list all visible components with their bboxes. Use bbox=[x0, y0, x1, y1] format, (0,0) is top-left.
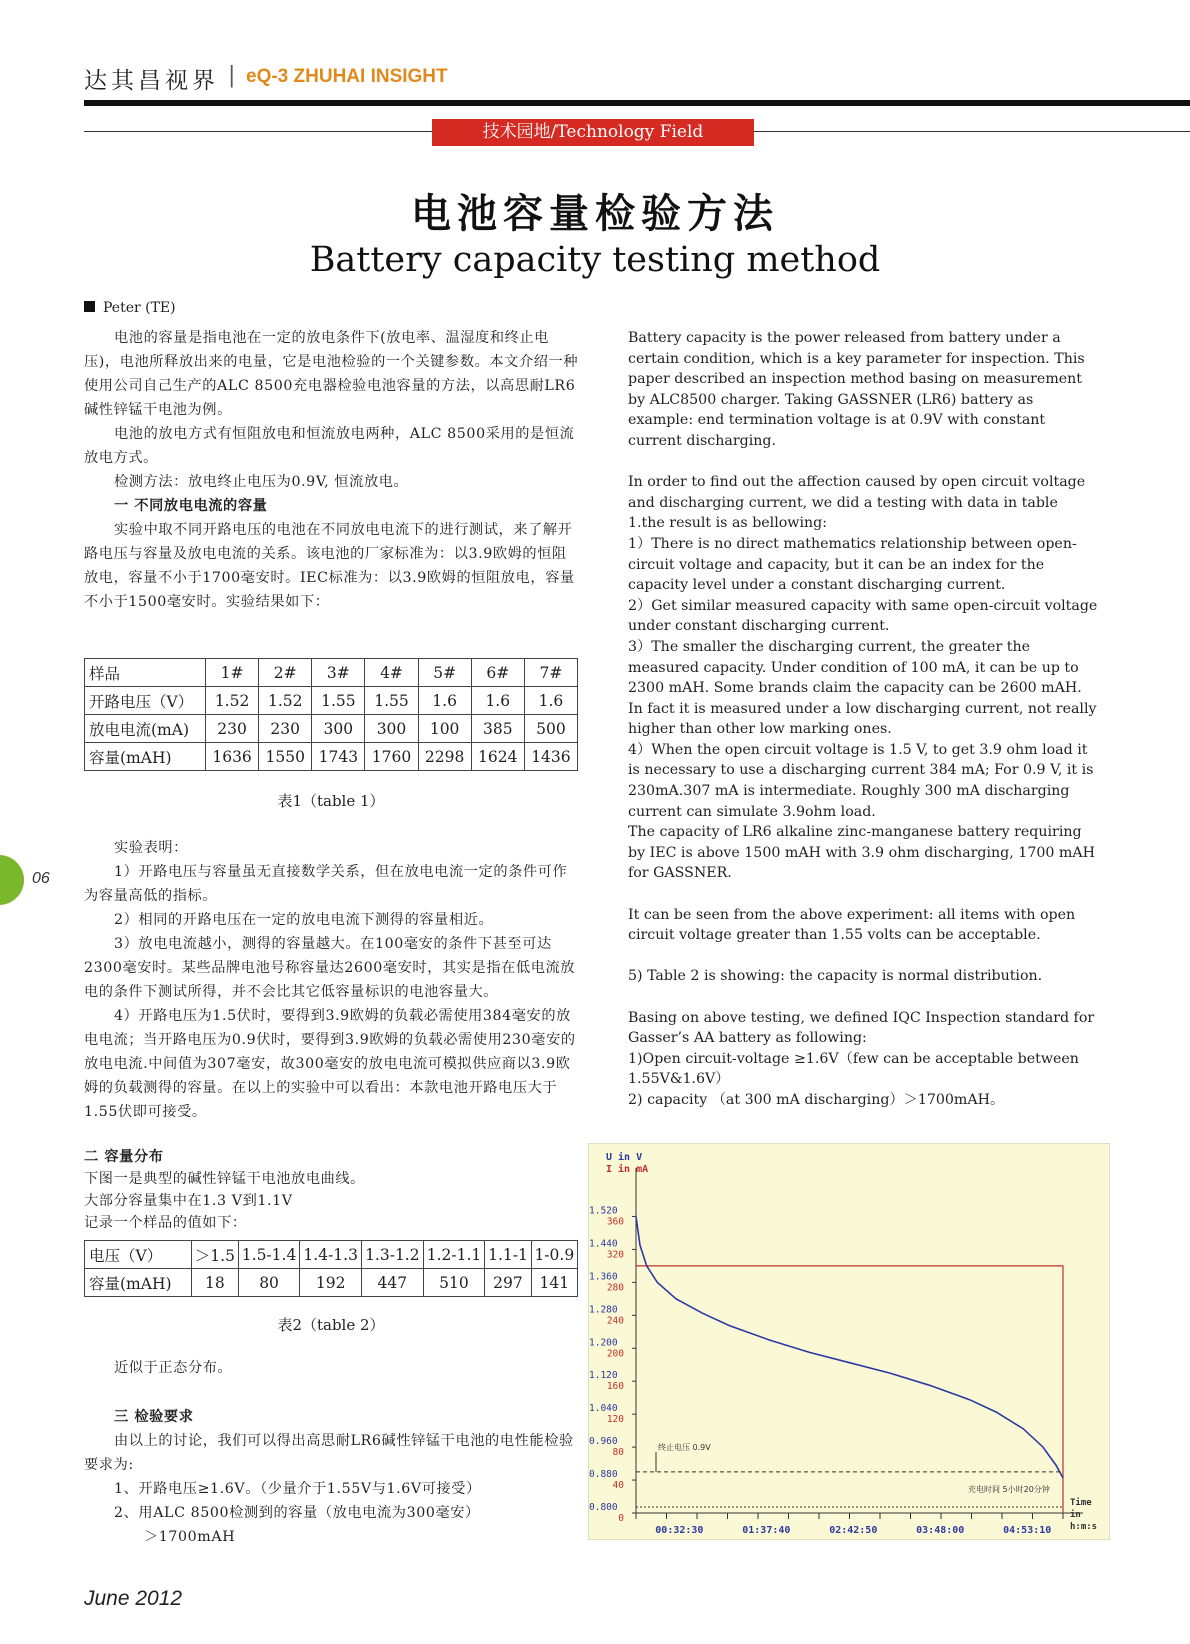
en-paragraph: Battery capacity is the power released from battery under a certain condition, which is a key parameter for inspection. This paper described an inspection method basing on measurement by ALC8500 charger. Taking GASSNER (LR6) battery as example: end termination voltage is at 0.9V with constant current discharging. bbox=[628, 330, 1085, 449]
paragraph-gap bbox=[628, 452, 1098, 473]
en-paragraph: 4）When the open circuit voltage is 1.5 V, to get 3.9 ohm load it is necessary to use a discharging current 384 mA; For 0.9 V, it is 230mA.307 mA is intermediate. Roughly 300 mA discharging current can simulate 3.9ohm load. bbox=[628, 741, 1094, 820]
issue-date: June 2012 bbox=[84, 1587, 183, 1610]
table-cell: 141 bbox=[531, 1269, 577, 1297]
y-tick-voltage: 1.360 bbox=[589, 1271, 618, 1283]
table-cell: 1.5-1.4 bbox=[238, 1241, 300, 1269]
header-separator: | bbox=[228, 63, 236, 88]
x-tick-label: 02:42:50 bbox=[829, 1525, 878, 1536]
cn-sec3-heading: 三 检验要求 bbox=[114, 1409, 194, 1425]
table-cell: 2# bbox=[259, 659, 312, 687]
table-cell: 3# bbox=[312, 659, 365, 687]
table-cell: ＞1.5 bbox=[192, 1241, 239, 1269]
y-tick-current: 280 bbox=[606, 1282, 624, 1294]
y-tick-current: 160 bbox=[606, 1381, 624, 1393]
table-cell: 1.6 bbox=[524, 687, 577, 715]
page-number: 06 bbox=[32, 870, 50, 887]
x-tick-label: 04:53:10 bbox=[1003, 1525, 1052, 1536]
cn-results-p2: 2）相同的开路电压在一定的放电电流下测得的容量相近。 bbox=[114, 912, 494, 928]
y-tick-voltage: 1.120 bbox=[589, 1370, 618, 1382]
x-tick-label: 00:32:30 bbox=[655, 1525, 704, 1536]
en-paragraph: 1）There is no direct mathematics relationship between open-circuit voltage and capacity, but it can be an index for the capacity level under a constant discharging current. bbox=[628, 535, 1077, 594]
bullet-square-icon bbox=[84, 301, 95, 312]
table-cell: 1.55 bbox=[312, 687, 365, 715]
x-tick-label: 03:48:00 bbox=[916, 1525, 965, 1536]
table-cell: 容量(mAH) bbox=[85, 743, 206, 771]
article-title-cn: 电池容量检验方法 bbox=[411, 190, 779, 237]
table-cell: 230 bbox=[206, 715, 259, 743]
y-tick-voltage: 1.440 bbox=[589, 1238, 618, 1250]
en-paragraph: 5) Table 2 is showing: the capacity is normal distribution. bbox=[628, 968, 1043, 985]
table-cell: 1624 bbox=[471, 743, 524, 771]
en-paragraph: The capacity of LR6 alkaline zinc-manganese battery requiring by IEC is above 1500 mAH with 3.9 ohm discharging, 1700 mAH for GASSNER. bbox=[628, 824, 1095, 882]
cn-sec2-line3: 记录一个样品的值如下： bbox=[84, 1215, 247, 1231]
cutoff-annotation: 终止电压 0.9V bbox=[658, 1442, 711, 1452]
cn-sec1-heading: 一 不同放电电流的容量 bbox=[114, 498, 268, 514]
en-paragraph: 2) capacity （at 300 mA discharging）＞1700mAH。 bbox=[628, 1091, 1005, 1108]
cn-intro-p1: 电池的容量是指电池在一定的放电条件下(放电率、温湿度和终止电压)，电池所释放出来的电量，它是电池检验的一个关键参数。本文介绍一种使用公司自己生产的ALC 8500充电器检验电池容量的方法，以高思耐LR6碱性锌锰干电池为例。 bbox=[84, 330, 579, 418]
cn-sec2-line2: 大部分容量集中在1.3 V到1.1V bbox=[84, 1193, 293, 1209]
discharge-curve-chart bbox=[588, 1143, 1110, 1540]
x-axis-label-3: h:m:s bbox=[1070, 1522, 1098, 1532]
table-cell: 1760 bbox=[365, 743, 418, 771]
table-row bbox=[85, 743, 578, 771]
paragraph-gap bbox=[628, 987, 1098, 1008]
en-paragraph: 1)Open circuit-voltage ≥1.6V（few can be acceptable between 1.55V&1.6V） bbox=[628, 1050, 1079, 1088]
y-tick-voltage: 1.040 bbox=[589, 1403, 618, 1415]
table-cell: 1.52 bbox=[259, 687, 312, 715]
cn-sec3-item1: 1、开路电压≥1.6V。（少量介于1.55V与1.6V可接受） bbox=[114, 1481, 481, 1497]
table-cell: 1.2-1.1 bbox=[423, 1241, 485, 1269]
table-cell: 1.6 bbox=[418, 687, 471, 715]
y-tick-current: 40 bbox=[612, 1480, 624, 1492]
table-cell: 5# bbox=[418, 659, 471, 687]
y-axis-label-voltage: U in V bbox=[606, 1152, 643, 1163]
y-tick-voltage: 1.520 bbox=[589, 1205, 618, 1217]
cn-sec2 bbox=[84, 1146, 579, 1234]
section-band: 技术园地/Technology Field bbox=[432, 119, 754, 146]
y-tick-current: 240 bbox=[606, 1315, 624, 1327]
en-paragraph: Basing on above testing, we defined IQC Inspection standard for Gasser’s AA battery as following: bbox=[628, 1009, 1095, 1047]
table-cell: 80 bbox=[238, 1269, 300, 1297]
x-axis-label: Time bbox=[1070, 1498, 1092, 1508]
table-cell: 192 bbox=[300, 1269, 362, 1297]
article-title-en: Battery capacity testing method bbox=[309, 240, 881, 280]
table-cell: 230 bbox=[259, 715, 312, 743]
header-rule bbox=[84, 100, 1190, 106]
cn-sec2-line1: 下图一是典型的碱性锌锰干电池放电曲线。 bbox=[84, 1171, 365, 1187]
x-axis-label-2: in bbox=[1070, 1510, 1081, 1520]
cn-intro bbox=[84, 326, 579, 614]
en-paragraph: 2）Get similar measured capacity with same open-circuit voltage under constant discharging current. bbox=[628, 597, 1098, 635]
table-2 bbox=[84, 1240, 578, 1297]
y-tick-voltage: 1.200 bbox=[589, 1337, 618, 1349]
table-cell: 1-0.9 bbox=[531, 1241, 577, 1269]
chart-background bbox=[588, 1143, 1110, 1540]
time-annotation: 充电时间 5小时20分钟 bbox=[968, 1484, 1050, 1494]
table-cell: 2298 bbox=[418, 743, 471, 771]
table-cell: 1743 bbox=[312, 743, 365, 771]
table-cell: 447 bbox=[362, 1269, 424, 1297]
table-row bbox=[85, 715, 578, 743]
table-cell: 电压（V） bbox=[85, 1241, 192, 1269]
cn-results-p0: 实验表明： bbox=[114, 840, 188, 856]
cn-sec3 bbox=[84, 1405, 579, 1549]
table-cell: 297 bbox=[485, 1269, 531, 1297]
en-column bbox=[628, 328, 1098, 1111]
table-row bbox=[85, 1269, 578, 1297]
cn-intro-p2: 电池的放电方式有恒阻放电和恒流放电两种，ALC 8500采用的是恒流放电方式。 bbox=[84, 426, 575, 466]
table-cell: 1436 bbox=[524, 743, 577, 771]
cn-intro-p3: 检测方法：放电终止电压为0.9V, 恒流放电。 bbox=[114, 474, 409, 490]
table-1-caption: 表1（table 1） bbox=[277, 792, 385, 810]
table-cell: 4# bbox=[365, 659, 418, 687]
table-cell: 样品 bbox=[85, 659, 206, 687]
author-line bbox=[84, 300, 176, 316]
table-cell: 1550 bbox=[259, 743, 312, 771]
table-cell: 6# bbox=[471, 659, 524, 687]
table-cell: 1.55 bbox=[365, 687, 418, 715]
cn-results-p4: 4）开路电压为1.5伏时，要得到3.9欧姆的负载必需使用384毫安的放电电流；当开路电压为0.9伏时，要得到3.9欧姆的负载必需使用230毫安的放电电流.中间值为307毫安，故300毫安的放电电流可模拟供应商以3.9欧姆的负载测得的容量。在以上的实验中可以看出：本款电池开路电压大于1.55伏即可接受。 bbox=[84, 1008, 576, 1120]
y-axis-label-current: I in mA bbox=[606, 1164, 649, 1175]
y-tick-voltage: 0.800 bbox=[589, 1502, 618, 1513]
cn-normal: 近似于正态分布。 bbox=[114, 1360, 233, 1376]
table-cell: 开路电压（V） bbox=[85, 687, 206, 715]
table-cell: 1.1-1 bbox=[485, 1241, 531, 1269]
table-cell: 385 bbox=[471, 715, 524, 743]
y-tick-current: 320 bbox=[606, 1249, 624, 1261]
y-tick-current: 80 bbox=[612, 1447, 624, 1459]
table-cell: 1# bbox=[206, 659, 259, 687]
cn-results-p1: 1）开路电压与容量虽无直接数学关系，但在放电电流一定的条件可作为容量高低的指标。 bbox=[84, 864, 568, 904]
table-1 bbox=[84, 658, 578, 771]
table-cell: 300 bbox=[365, 715, 418, 743]
y-tick-current: 200 bbox=[606, 1348, 624, 1360]
en-paragraph: It can be seen from the above experiment: all items with open circuit voltage greater than 1.55 volts can be acceptable. bbox=[628, 906, 1076, 944]
table-cell: 1.6 bbox=[471, 687, 524, 715]
cn-results bbox=[84, 836, 579, 1124]
y-tick-current: 120 bbox=[606, 1414, 624, 1426]
en-paragraph: 3）The smaller the discharging current, the greater the measured capacity. Under condition of 100 mA, it can be up to 2300 mAH. Some brands claim the capacity can be 2600 mAH. In fact it is measured under a low discharging current, not really higher than other low marking ones. bbox=[628, 638, 1097, 738]
cn-sec1-text: 实验中取不同开路电压的电池在不同放电电流下的进行测试，来了解开路电压与容量及放电电流的关系。该电池的厂家标准为：以3.9欧姆的恒阻放电，容量不小于1700毫安时。IEC标准为：以3.9欧姆的恒阻放电，容量不小于1500毫安时。实验结果如下： bbox=[84, 522, 575, 610]
table-row bbox=[85, 659, 578, 687]
table-row bbox=[85, 1241, 578, 1269]
table-cell: 1636 bbox=[206, 743, 259, 771]
table-cell: 500 bbox=[524, 715, 577, 743]
table-cell: 放电电流(mA) bbox=[85, 715, 206, 743]
en-paragraph: In order to find out the affection caused by open circuit voltage and discharging current, we did a testing with data in table 1.the result is as bellowing: bbox=[628, 474, 1086, 532]
table-cell: 7# bbox=[524, 659, 577, 687]
table-cell: 300 bbox=[312, 715, 365, 743]
cn-sec3-p1: 由以上的讨论，我们可以得出高思耐LR6碱性锌锰干电池的电性能检验要求为: bbox=[84, 1433, 574, 1473]
magazine-title-cn: 达其昌视界 bbox=[84, 68, 219, 94]
table-cell: 510 bbox=[423, 1269, 485, 1297]
y-tick-voltage: 0.960 bbox=[589, 1436, 618, 1448]
table-cell: 1.3-1.2 bbox=[362, 1241, 424, 1269]
y-tick-voltage: 0.880 bbox=[589, 1469, 618, 1481]
magazine-title-en: eQ-3 ZHUHAI INSIGHT bbox=[246, 66, 448, 87]
cn-sec2-heading: 二 容量分布 bbox=[84, 1149, 164, 1165]
cn-results-p3: 3）放电电流越小，测得的容量越大。在100毫安的条件下甚至可达2300毫安时。某些品牌电池号称容量达2600毫安时，其实是指在低电流放电的条件下测试所得，并不会比其它低容量标识的电池容量大。 bbox=[84, 936, 576, 1000]
table-2-caption: 表2（table 2） bbox=[277, 1316, 385, 1334]
table-cell: 容量(mAH) bbox=[85, 1269, 192, 1297]
table-row bbox=[85, 687, 578, 715]
y-tick-voltage: 1.280 bbox=[589, 1304, 618, 1316]
table-cell: 1.52 bbox=[206, 687, 259, 715]
table-cell: 18 bbox=[192, 1269, 239, 1297]
table-cell: 1.4-1.3 bbox=[300, 1241, 362, 1269]
y-tick-current: 360 bbox=[606, 1216, 624, 1228]
paragraph-gap bbox=[628, 884, 1098, 905]
x-tick-label: 01:37:40 bbox=[742, 1525, 791, 1536]
author-name: Peter (TE) bbox=[103, 300, 176, 316]
paragraph-gap bbox=[628, 946, 1098, 967]
table-cell: 100 bbox=[418, 715, 471, 743]
y-tick-current: 0 bbox=[618, 1513, 624, 1524]
cn-sec3-item2b: ＞1700mAH bbox=[144, 1529, 236, 1545]
cn-sec3-item2: 2、用ALC 8500检测到的容量（放电电流为300毫安） bbox=[114, 1505, 480, 1521]
page-tab-marker bbox=[0, 855, 24, 905]
